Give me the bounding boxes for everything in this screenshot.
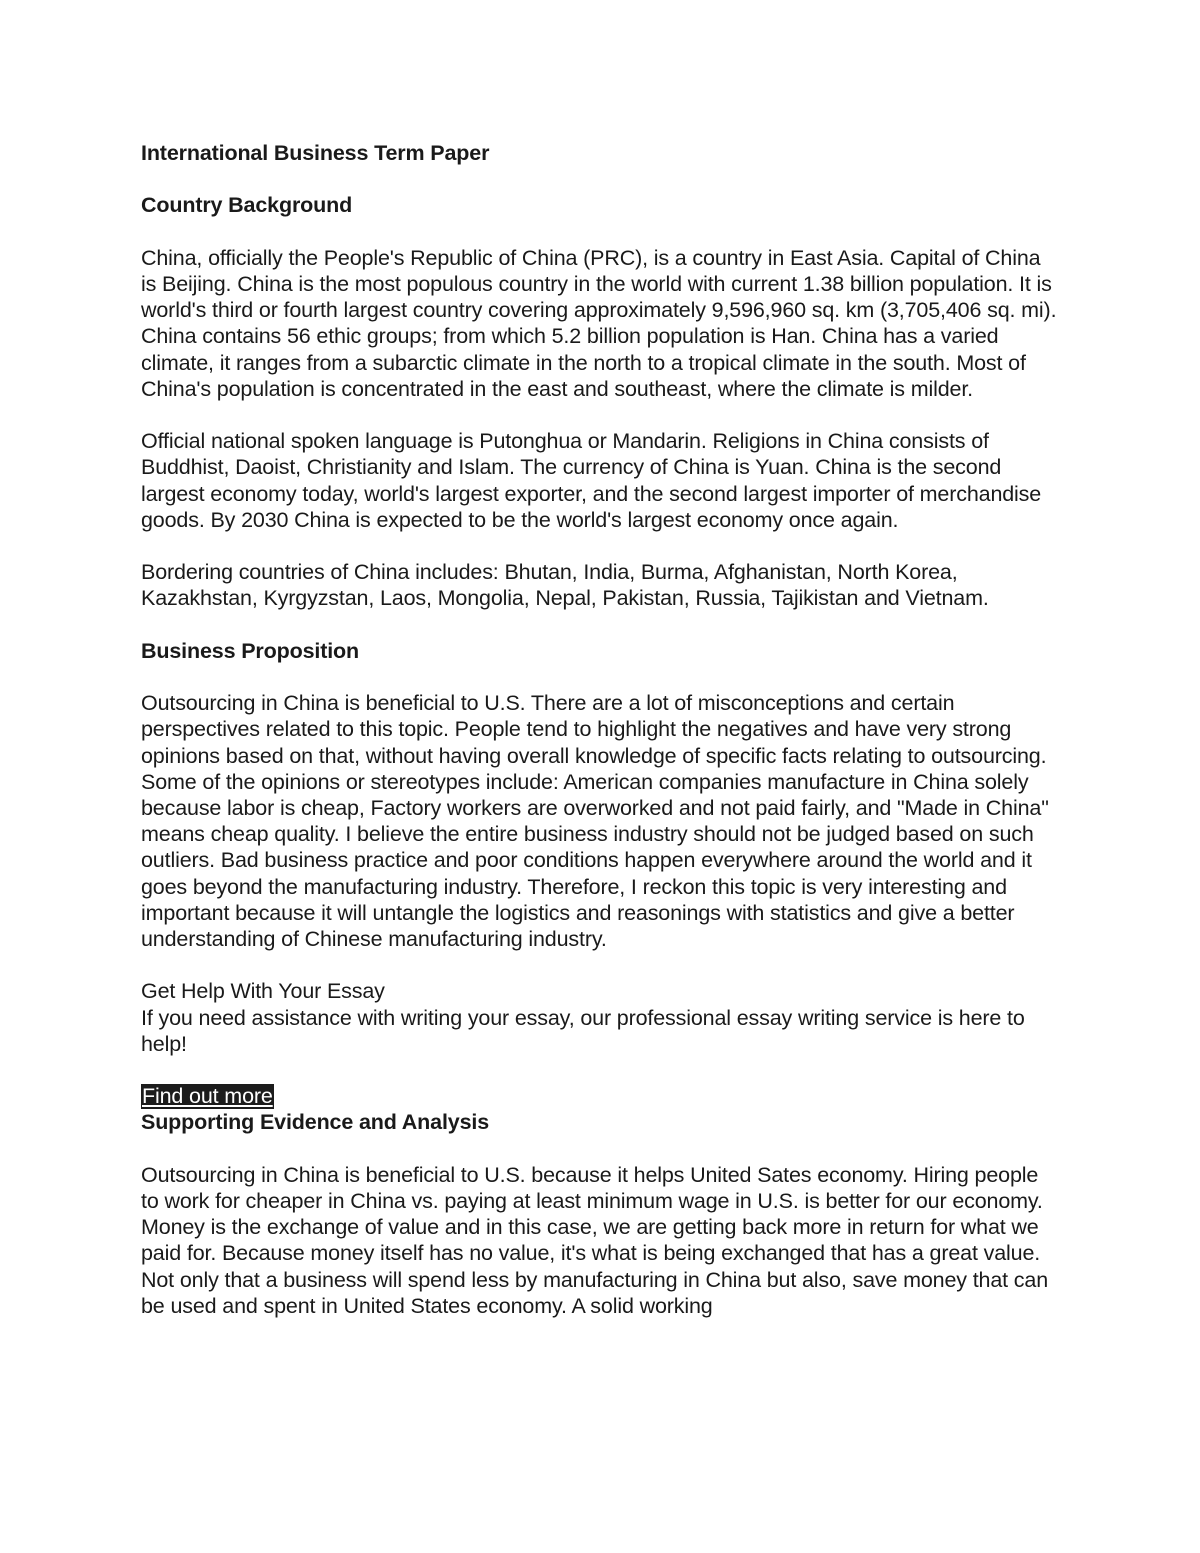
section-heading-business-proposition: Business Proposition bbox=[141, 638, 360, 663]
section-heading-country-background: Country Background bbox=[141, 193, 353, 218]
paragraph-supporting-evidence: Outsourcing in China is beneficial to U.S. because it helps United Sates economy. Hiring people to work for cheaper in China vs. paying at least minimum wage in U.S. is better for our economy. Money is the exchange of value and in this case, we are getting back more in return for what we paid for. Because money itself has no value, it's what is being exchanged that has a great value. Not only that a business will spend less by manufacturing in China but also, save money that can be used and spent in United States economy. A solid working bbox=[141, 1162, 1049, 1318]
promo-text: If you need assistance with writing your essay, our professional essay writing service is here to help! bbox=[141, 1005, 1025, 1056]
paragraph-bordering-countries: Bordering countries of China includes: Bhutan, India, Burma, Afghanistan, North Korea, Kazakhstan, Kyrgyzstan, Laos, Mongolia, Nepal, Pakistan, Russia, Tajikistan and Vietnam. bbox=[141, 560, 989, 611]
promo-title: Get Help With Your Essay bbox=[141, 979, 385, 1004]
find-out-more-link[interactable]: Find out more bbox=[142, 1084, 273, 1109]
paragraph-country-overview: China, officially the People's Republic of China (PRC), is a country in East Asia. Capital of China is Beijing. China is the most populous country in the world with current 1.38 billion population. It is world's third or fourth largest country covering approximately 9,596,960 sq. km (3,705,406 sq. mi). China contains 56 ethic groups; from which 5.2 billion population is Han. China has a varied climate, it ranges from a subarctic climate in the north to a tropical climate in the south. Most of China's population is concentrated in the east and southeast, where the climate is milder. bbox=[141, 245, 1057, 401]
section-heading-supporting-evidence: Supporting Evidence and Analysis bbox=[141, 1110, 490, 1135]
document-page bbox=[141, 140, 1061, 1319]
paragraph-language-economy: Official national spoken language is Putonghua or Mandarin. Religions in China consists of Buddhist, Daoist, Christianity and Islam. The currency of China is Yuan. China is the second largest economy today, world's largest exporter, and the second largest importer of merchandise goods. By 2030 China is expected to be the world's largest economy once again. bbox=[141, 429, 1042, 532]
essay-help-promo bbox=[141, 978, 1061, 1109]
document-title: International Business Term Paper bbox=[141, 141, 490, 165]
paragraph-business-proposition: Outsourcing in China is beneficial to U.S. There are a lot of misconceptions and certain perspectives related to this topic. People tend to highlight the negatives and have very strong opinions based on that, without having overall knowledge of specific facts relating to outsourcing. Some of the opinions or stereotypes include: American companies manufacture in China solely because labor is cheap, Factory workers are overworked and not paid fairly, and "Made in China" means cheap quality. I believe the entire business industry should not be judged based on such outliers. Bad business practice and poor conditions happen everywhere around the world and it goes beyond the manufacturing industry. Therefore, I reckon this topic is very interesting and important because it will untangle the logistics and reasonings with statistics and give a better understanding of Chinese manufacturing industry. bbox=[141, 691, 1049, 951]
